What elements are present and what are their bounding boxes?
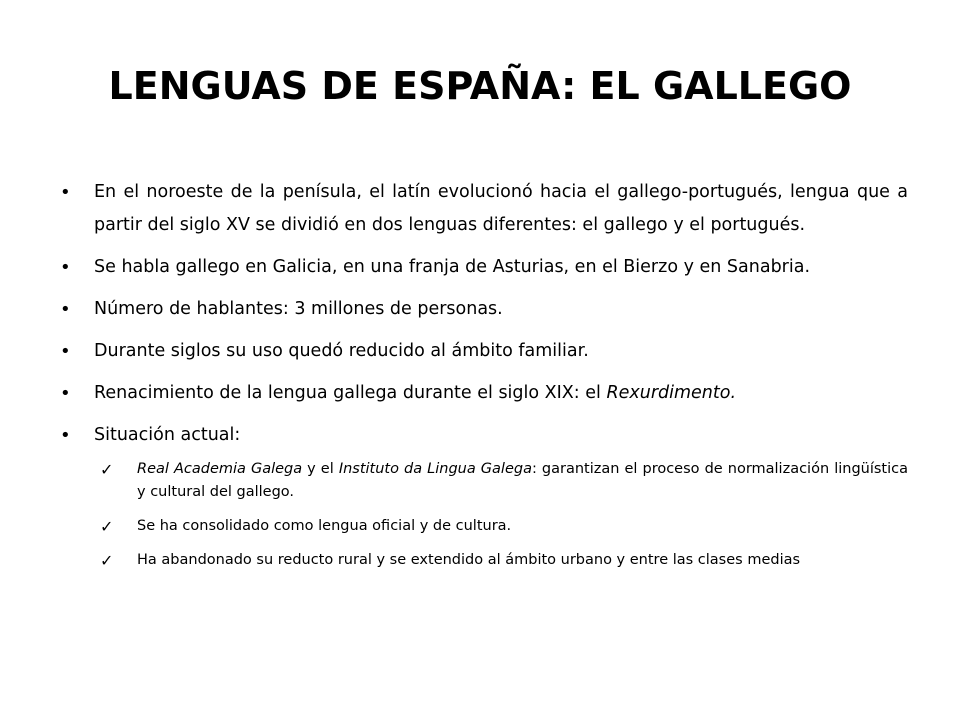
check-icon: ✓	[100, 460, 114, 479]
bullet-text: Durante siglos su uso quedó reducido al ámbito familiar.	[94, 341, 589, 361]
bullet-item	[60, 335, 908, 368]
check-item	[94, 515, 908, 538]
bullet-icon: •	[60, 383, 71, 404]
bullet-text: Número de hablantes: 3 millones de personas.	[94, 299, 503, 319]
check-text-plain: y el	[302, 461, 339, 477]
bullet-text: En el noroeste de la penísula, el latín evolucionó hacia el gallego-portugués, lengua que a partir del siglo XV se dividió en dos lenguas diferentes: el gallego y el portugués.	[94, 182, 908, 235]
check-text-plain: : garantizan el proceso de normalización lingüística y cultural del gallego.	[137, 461, 908, 500]
slide-content	[60, 176, 908, 583]
check-text	[137, 461, 908, 500]
bullet-icon: •	[60, 257, 71, 278]
bullet-item	[60, 293, 908, 326]
bullet-text-italic: Rexurdimento.	[606, 383, 737, 403]
bullet-icon: •	[60, 182, 71, 203]
bullet-item	[60, 419, 908, 572]
check-item	[94, 549, 908, 572]
bullet-text: Se habla gallego en Galicia, en una franja de Asturias, en el Bierzo y en Sanabria.	[94, 257, 811, 277]
bullet-item	[60, 176, 908, 242]
check-list	[94, 458, 908, 572]
check-text: Ha abandonado su reducto rural y se extendido al ámbito urbano y entre las clases medias	[137, 552, 801, 568]
check-text-italic: Real Academia Galega	[137, 461, 303, 477]
bullet-text: Situación actual:	[94, 425, 241, 445]
slide-title: LENGUAS DE ESPAÑA: EL GALLEGO	[108, 64, 852, 108]
bullet-item	[60, 251, 908, 284]
bullet-text-plain: Renacimiento de la lengua gallega durante el siglo XIX: el	[94, 383, 607, 403]
bullet-text	[94, 383, 736, 403]
check-icon: ✓	[100, 517, 114, 536]
bullet-item	[60, 377, 908, 410]
check-item	[94, 458, 908, 504]
bullet-icon: •	[60, 299, 71, 320]
check-text-italic: Instituto da Lingua Galega	[338, 461, 532, 477]
bullet-icon: •	[60, 425, 71, 446]
bullet-icon: •	[60, 341, 71, 362]
check-text: Se ha consolidado como lengua oficial y de cultura.	[137, 518, 512, 534]
check-icon: ✓	[100, 551, 114, 570]
bullet-list	[60, 176, 908, 572]
